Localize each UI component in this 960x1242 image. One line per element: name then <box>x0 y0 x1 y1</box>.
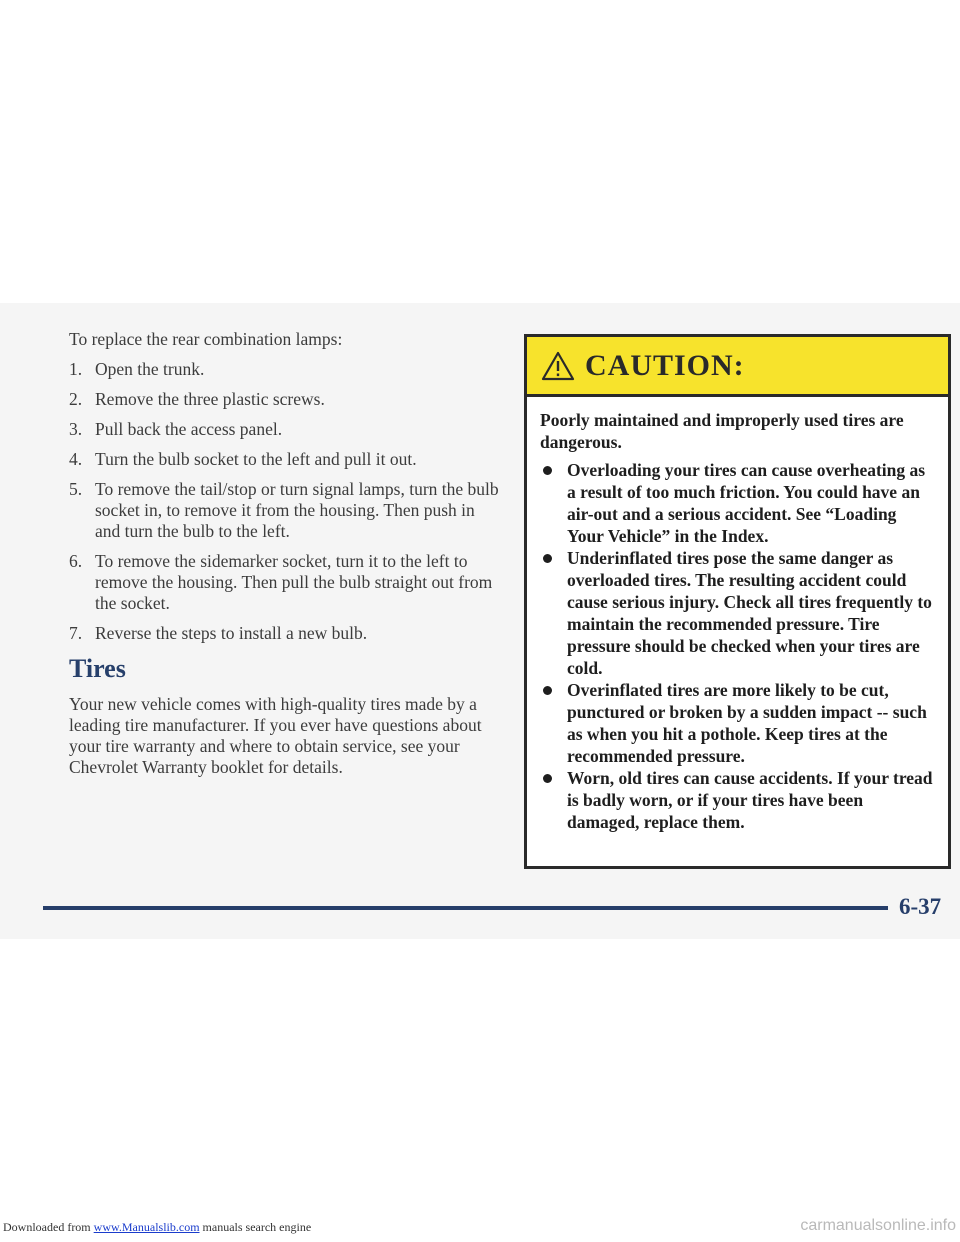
step-number: 7. <box>69 623 83 643</box>
caution-title: CAUTION: <box>585 348 745 382</box>
steps-list <box>69 359 499 644</box>
warning-triangle-icon <box>541 351 575 381</box>
bullet-icon <box>543 774 552 783</box>
step-text: Pull back the access panel. <box>95 419 283 439</box>
step-text: To remove the sidemarker socket, turn it to the left to remove the housing. Then pull the bulb straight out from the socket. <box>95 551 493 613</box>
caution-box <box>524 334 951 869</box>
step-text: Reverse the steps to install a new bulb. <box>95 623 368 643</box>
caution-list <box>540 459 936 833</box>
step-item <box>69 479 499 542</box>
watermark: carmanualsonline.info <box>800 1217 956 1234</box>
caution-item-text: Underinflated tires pose the same danger as overloaded tires. The resulting accident could cause serious injury. Check all tires frequently to maintain the recommended pressure. Tire pressure should be checked when your tires are cold. <box>567 548 932 678</box>
step-item <box>69 623 499 644</box>
caution-item <box>540 547 936 679</box>
step-number: 1. <box>69 359 83 379</box>
step-item <box>69 419 499 440</box>
step-number: 2. <box>69 389 83 409</box>
step-number: 4. <box>69 449 83 469</box>
bullet-icon <box>543 466 552 475</box>
left-column <box>69 329 499 778</box>
step-number: 6. <box>69 551 83 571</box>
caution-item <box>540 767 936 833</box>
step-item <box>69 359 499 380</box>
footer-rule <box>43 906 888 910</box>
step-text: Open the trunk. <box>95 359 205 379</box>
tires-paragraph: Your new vehicle comes with high-quality tires made by a leading tire manufacturer. If you ever have questions about your tire warranty and where to obtain service, see your Chevrolet Warranty booklet for details. <box>69 694 482 777</box>
download-suffix: manuals search engine <box>202 1220 312 1234</box>
caution-lead: Poorly maintained and improperly used tires are dangerous. <box>540 410 904 452</box>
step-text: Remove the three plastic screws. <box>95 389 325 409</box>
bullet-icon <box>543 554 552 563</box>
caution-item <box>540 459 936 547</box>
caution-item <box>540 679 936 767</box>
step-item <box>69 551 499 614</box>
step-number: 5. <box>69 479 83 499</box>
download-prefix: Downloaded from <box>3 1220 91 1234</box>
step-item <box>69 449 499 470</box>
caution-body <box>527 397 948 833</box>
caution-item-text: Overloading your tires can cause overheating as a result of too much friction. You could have an air-out and a serious accident. See “Loading Your Vehicle” in the Index. <box>567 460 926 546</box>
step-text: Turn the bulb socket to the left and pull it out. <box>95 449 417 469</box>
intro-text: To replace the rear combination lamps: <box>69 329 343 349</box>
step-number: 3. <box>69 419 83 439</box>
page-number: 6-37 <box>899 894 942 919</box>
manualslib-link[interactable]: www.Manualslib.com <box>93 1220 200 1234</box>
step-item <box>69 389 499 410</box>
caution-item-text: Worn, old tires can cause accidents. If your tread is badly worn, or if your tires have been damaged, replace them. <box>567 768 933 832</box>
caution-item-text: Overinflated tires are more likely to be cut, punctured or broken by a sudden impact -- such as when you hit a pothole. Keep tires at the recommended pressure. <box>567 680 927 766</box>
section-title-tires: Tires <box>69 654 126 683</box>
caution-header <box>527 337 948 397</box>
download-bar <box>3 1220 311 1235</box>
bullet-icon <box>543 686 552 695</box>
step-text: To remove the tail/stop or turn signal lamps, turn the bulb socket in, to remove it from the housing. Then push in and turn the bulb to the left. <box>95 479 499 541</box>
